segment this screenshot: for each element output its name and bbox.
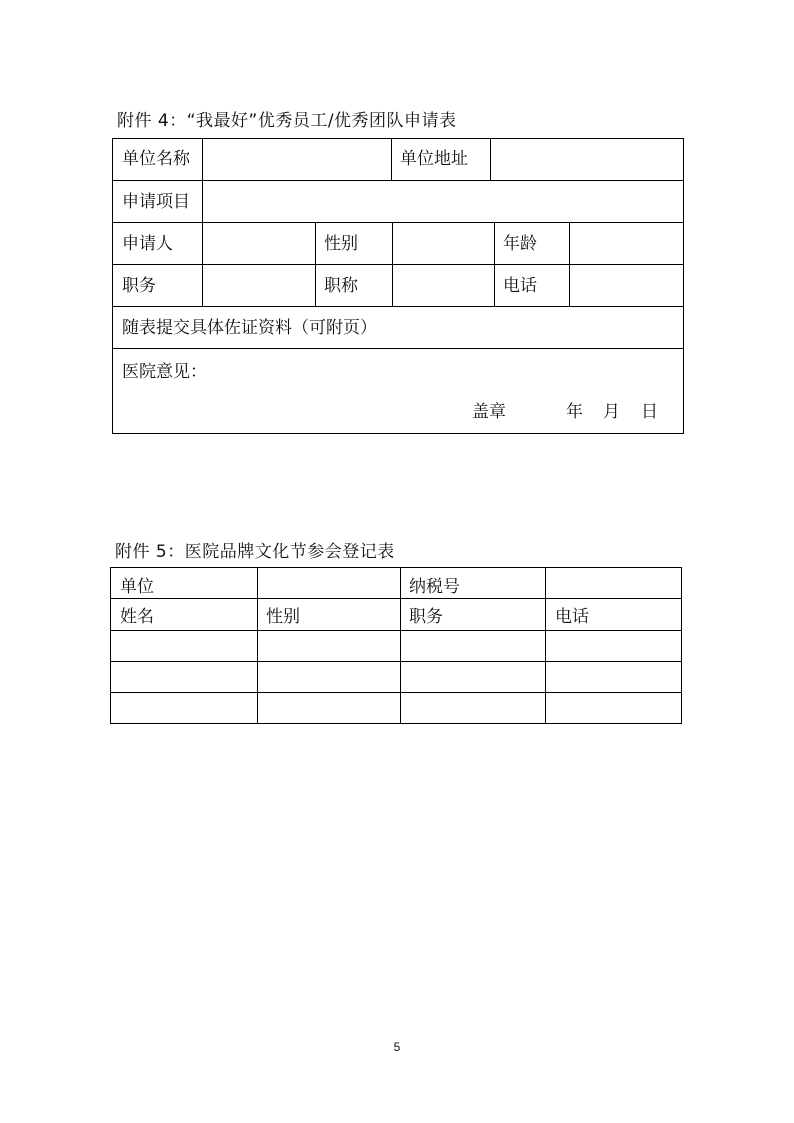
applicant-field[interactable] [204, 224, 314, 263]
table-row[interactable] [112, 663, 680, 691]
column-header-name: 姓名 [120, 607, 154, 627]
day-label: 日 [641, 402, 658, 422]
materials-note: 随表提交具体佐证资料（可附页） [122, 318, 377, 338]
tax-id-label: 纳税号 [409, 577, 460, 597]
project-field[interactable] [204, 182, 682, 221]
form5-caption: 附件 5：医院品牌文化节参会登记表 [115, 542, 395, 562]
unit-name-label: 单位名称 [122, 149, 190, 169]
table-row[interactable] [112, 632, 680, 660]
phone-label: 电话 [503, 276, 537, 296]
project-label: 申请项目 [122, 192, 190, 212]
hospital-opinion-label: 医院意见： [122, 362, 207, 382]
age-label: 年龄 [503, 234, 537, 254]
unit-address-label: 单位地址 [400, 149, 468, 169]
table-row[interactable] [112, 694, 680, 722]
title-field[interactable] [394, 266, 493, 305]
gender-label: 性别 [324, 234, 358, 254]
unit-name-field[interactable] [204, 140, 390, 179]
age-field[interactable] [571, 224, 682, 263]
seal-label: 盖章 [472, 402, 506, 422]
gender-field[interactable] [394, 224, 493, 263]
column-header-phone: 电话 [555, 607, 589, 627]
applicant-label: 申请人 [122, 234, 173, 254]
position-field[interactable] [204, 266, 314, 305]
unit-address-field[interactable] [492, 140, 682, 179]
page-number: 5 [393, 1040, 401, 1054]
tax-id-field[interactable] [547, 569, 680, 597]
title-label: 职称 [324, 276, 358, 296]
form4-caption: 附件 4：“我最好”优秀员工/优秀团队申请表 [117, 111, 457, 131]
month-label: 月 [603, 402, 620, 422]
year-label: 年 [566, 402, 583, 422]
phone-field[interactable] [571, 266, 682, 305]
unit-label: 单位 [120, 577, 154, 597]
unit-field[interactable] [259, 569, 399, 597]
column-header-gender: 性别 [266, 607, 300, 627]
position-label: 职务 [122, 276, 156, 296]
column-header-position: 职务 [409, 607, 443, 627]
